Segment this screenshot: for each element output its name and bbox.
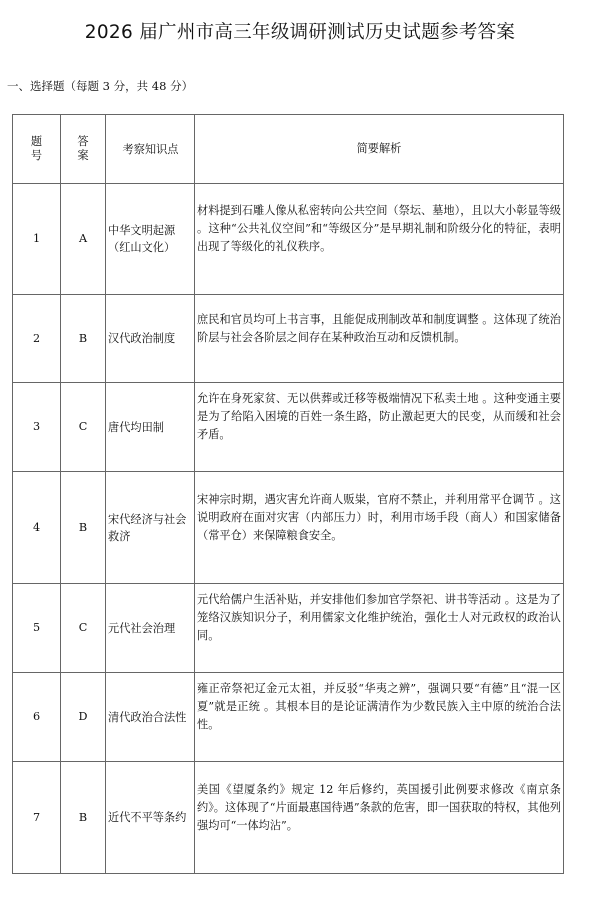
table-row [13, 295, 564, 383]
table-row [13, 762, 564, 874]
question-answer: B [61, 295, 106, 383]
document-title: 2026 届广州市高三年级调研测试历史试题参考答案 [84, 22, 516, 43]
header-knowledge-point: 考察知识点 [106, 115, 195, 184]
table-row [13, 184, 564, 295]
question-number: 1 [13, 184, 61, 295]
explanation-text: 允许在身死家贫、无以供葬或迁移等极端情况下私卖土地 。这种变通主要是为了给陷入困境的百姓一条生路，防止激起更大的民变，从而缓和社会矛盾。 [197, 392, 561, 441]
question-answer: C [61, 383, 106, 472]
header-explanation: 简要解析 [195, 115, 564, 184]
header-number-bottom: 号 [30, 149, 43, 162]
explanation-text: 材料提到石雕人像从私密转向公共空间（祭坛、墓地），且以大小彰显等级 。这种“公共礼仪空间”和“等级区分”是早期礼制和阶级分化的特征，表明出现了等级化的礼仪秩序。 [197, 204, 561, 253]
explanation-text: 庶民和官员均可上书言事，且能促成刑制改革和制度调整 。这体现了统治阶层与社会各阶层之间存在某种政治互动和反馈机制。 [197, 312, 561, 344]
answer-table [12, 114, 564, 874]
question-answer: B [61, 762, 106, 874]
question-number: 4 [13, 472, 61, 584]
knowledge-point: 宋代经济与社会救济 [106, 472, 195, 584]
explanation-cell [195, 472, 564, 584]
knowledge-point: 汉代政治制度 [106, 295, 195, 383]
question-number: 2 [13, 295, 61, 383]
explanation-text: 宋神宗时期，遇灾害允许商人贩粜，官府不禁止，并利用常平仓调节 。这说明政府在面对灾害（内部压力）时，利用市场手段（商人）和国家储备（常平仓）来保障粮食安全。 [197, 492, 561, 542]
table-row [13, 383, 564, 472]
header-answer [61, 115, 106, 184]
section-heading: 一、选择题（每题 3 分，共 48 分） [7, 79, 194, 93]
explanation-text: 美国《望厦条约》规定 12 年后修约，英国援引此例要求修改《南京条约》。这体现了“片面最惠国待遇”条款的危害，即一国获取的特权，其他列强均可“一体均沾”。 [197, 782, 561, 832]
question-answer: A [61, 184, 106, 295]
question-answer: C [61, 584, 106, 673]
knowledge-point: 唐代均田制 [106, 383, 195, 472]
table-row [13, 584, 564, 673]
explanation-cell [195, 762, 564, 874]
table-row [13, 673, 564, 762]
header-number-top: 题 [30, 135, 43, 148]
question-number: 7 [13, 762, 61, 874]
explanation-cell [195, 184, 564, 295]
header-number [13, 115, 61, 184]
explanation-cell [195, 383, 564, 472]
knowledge-point: 近代不平等条约 [106, 762, 195, 874]
question-number: 5 [13, 584, 61, 673]
table-row [13, 472, 564, 584]
header-answer-bottom: 案 [77, 149, 89, 162]
header-answer-top: 答 [77, 135, 89, 148]
explanation-cell [195, 584, 564, 673]
table-header-row [13, 115, 564, 184]
question-number: 3 [13, 383, 61, 472]
question-answer: D [61, 673, 106, 762]
knowledge-point: 中华文明起源（红山文化） [106, 184, 195, 295]
explanation-text: 雍正帝祭祀辽金元太祖，并反驳“华夷之辨”，强调只要“有德”且“混一区夏”就是正统 。其根本目的是论证满清作为少数民族入主中原的统治合法性。 [197, 682, 561, 731]
knowledge-point: 清代政治合法性 [106, 673, 195, 762]
knowledge-point: 元代社会治理 [106, 584, 195, 673]
question-number: 6 [13, 673, 61, 762]
explanation-text: 元代给儒户生活补贴，并安排他们参加官学祭祀、讲书等活动 。这是为了笼络汉族知识分子，利用儒家文化维护统治，强化士人对元政权的政治认同。 [197, 593, 561, 642]
explanation-cell [195, 295, 564, 383]
explanation-cell [195, 673, 564, 762]
question-answer: B [61, 472, 106, 584]
